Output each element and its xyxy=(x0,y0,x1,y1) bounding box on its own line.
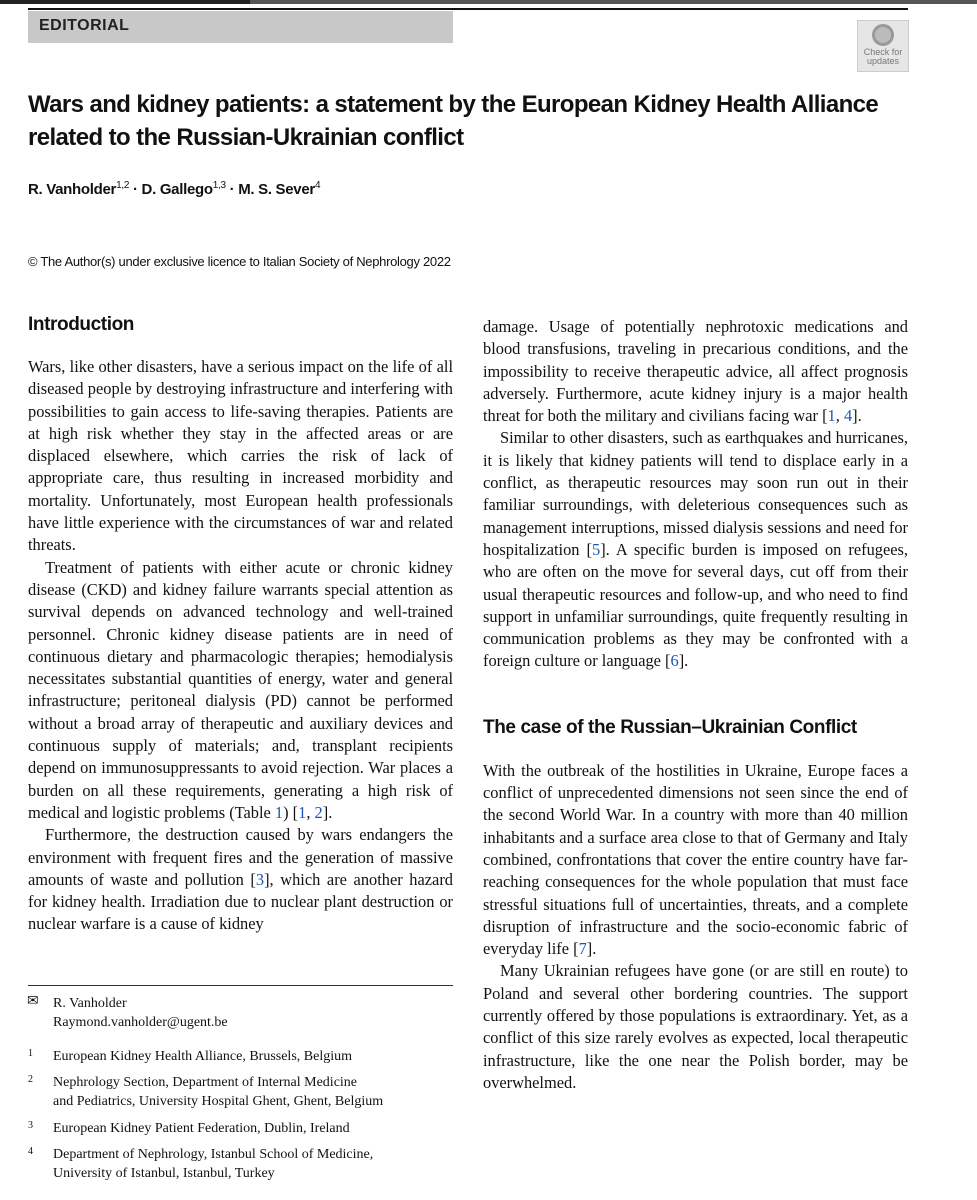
author-affiliation-ref: 4 xyxy=(314,180,321,191)
paragraph-text: ]. xyxy=(586,939,597,959)
citation-link[interactable]: 1 xyxy=(274,802,284,822)
check-line-1: Check for xyxy=(863,47,903,57)
affiliation-number: 4 xyxy=(28,1146,33,1157)
check-line-2: updates xyxy=(866,56,900,66)
paragraph-text: Treatment of patients with either acute or chronic kidney disease (CKD) and kidney failure warrants special attention as survival depends on advanced technology and well-trained personnel. Chronic kidney disease patients are in need of continuous dietary and pharmacologic therapies; hemodialysis necessitates substantial quantities of energy, water and general infrastructure; peritoneal dialysis (PD) cannot be performed without a broad array of therapeutic and auxiliary devices and continuous supply of materials; and, transplant recipients depend on immunosuppressants to avoid rejection. War places a burden on all these requirements, generating a high risk of medical and logistic problems (Table xyxy=(28,557,453,822)
introduction-body xyxy=(28,356,453,936)
contact-email[interactable]: Raymond.vanholder@ugent.be xyxy=(53,1015,228,1030)
citation-link[interactable]: 1 xyxy=(827,406,836,426)
paragraph-text: ]. xyxy=(678,651,689,671)
affiliation-number: 3 xyxy=(28,1120,33,1131)
section-tag xyxy=(28,11,453,43)
affiliation-number: 1 xyxy=(28,1048,33,1059)
paragraph-text: , xyxy=(306,802,315,822)
section-heading-case: The case of the Russian–Ukrainian Conflict xyxy=(483,716,857,738)
author-list xyxy=(28,180,320,198)
citation-link[interactable]: 7 xyxy=(578,939,587,959)
section-heading-introduction: Introduction xyxy=(28,314,135,335)
citation-link[interactable]: 2 xyxy=(314,802,323,822)
citation-link[interactable]: 5 xyxy=(592,539,601,559)
citation-link[interactable]: 4 xyxy=(843,406,853,426)
paragraph xyxy=(483,760,908,961)
header-rule xyxy=(28,8,908,10)
author-separator: · xyxy=(225,181,239,198)
left-column xyxy=(28,314,453,936)
paragraph xyxy=(28,557,453,825)
paragraph-text: Similar to other disasters, such as earthquakes and hurricanes, it is likely that kidney patients will tend to displace early in a conflict, as therapeutic resources may soon run out in their familiar surroundings, with deleterious consequences such as management interruptions, missed dialysis sessions and need for hospitalization [ xyxy=(483,428,908,559)
paragraph-text: ], which are another hazard for kidney health. Irradiation due to nuclear plant destruction or nuclear warfare is a cause of kidney xyxy=(28,869,453,934)
author-name[interactable]: M. S. Sever xyxy=(238,181,315,198)
paragraph xyxy=(483,960,908,1094)
paragraph xyxy=(483,316,908,427)
case-body xyxy=(483,760,908,1094)
paragraph-text: , xyxy=(835,406,844,426)
paragraph xyxy=(483,427,908,672)
author-name[interactable]: R. Vanholder xyxy=(28,181,117,198)
body-continued xyxy=(483,316,908,673)
footnote-rule xyxy=(28,985,453,986)
right-column xyxy=(483,316,908,1094)
top-bar xyxy=(0,0,977,4)
paragraph-text: With the outbreak of the hostilities in Ukraine, Europe faces a conflict of unprecedented dimensions not seen since the end of the second World War. In a country with more than 40 million inhabitants and a surface area close to that of Germany and Italy combined, confrontations that cover the entire country have far-reaching consequences for the whole population that must face stressful situations full of uncertainties, threats, and a complete disruption of infrastructure and the socio-economic fabric of everyday life [ xyxy=(483,760,908,959)
paragraph-text: Furthermore, the destruction caused by wars endangers the environment with frequent fires and the generation of massive amounts of waste and pollution [ xyxy=(28,825,453,889)
citation-link[interactable]: 1 xyxy=(298,802,307,822)
paragraph-text: ]. xyxy=(852,406,862,426)
paragraph-text: Many Ukrainian refugees have gone (or are still en route) to Poland and several other bordering countries. The support currently offered by those populations is extraordinary. Yet, as a conflict of this size rarely evolves as expected, local therapeutic infrastructure, like the one near the Polish border, may be overwhelmed. xyxy=(483,961,908,1092)
bookmark-icon xyxy=(872,24,894,46)
affiliation-text: European Kidney Patient Federation, Dublin, Ireland xyxy=(53,1121,350,1136)
section-tag-label: EDITORIAL xyxy=(39,17,130,34)
paragraph-text: ) [ xyxy=(283,802,299,822)
affiliation-text: Department of Nephrology, Istanbul School of Medicine, xyxy=(53,1147,374,1162)
envelope-icon: ✉ xyxy=(27,993,39,1009)
contact-name: R. Vanholder xyxy=(53,996,127,1011)
copyright: © The Author(s) under exclusive licence to Italian Society of Nephrology 2022 xyxy=(28,254,451,269)
paragraph-text: ]. xyxy=(322,802,333,822)
author-affiliation-ref: 1,3 xyxy=(212,180,226,191)
citation-link[interactable]: 3 xyxy=(255,869,265,889)
paragraph xyxy=(28,356,453,557)
check-for-updates-badge[interactable] xyxy=(857,20,909,72)
affiliation-number: 2 xyxy=(28,1074,33,1085)
affiliation-text: and Pediatrics, University Hospital Ghent, Ghent, Belgium xyxy=(53,1094,384,1109)
affiliation-text: Nephrology Section, Department of Internal Medicine xyxy=(53,1075,358,1090)
author-affiliation-ref: 1,2 xyxy=(116,180,130,191)
author-separator: · xyxy=(129,181,142,198)
citation-link[interactable]: 6 xyxy=(670,651,679,671)
article-title: Wars and kidney patients: a statement by the European Kidney Health Alliance related to the Russian-Ukrainian conflict xyxy=(28,91,879,151)
paragraph xyxy=(28,824,453,935)
affiliation-text: European Kidney Health Alliance, Brussels, Belgium xyxy=(53,1049,352,1064)
paragraph-text: Wars, like other disasters, have a serious impact on the life of all diseased people by destroying infrastructure and interfering with possibilities to gain access to life-saving therapies. Patients are at high risk whether they stay in the affected areas or are displaced elsewhere, which carries the risk of lack of appropriate care, thus resulting in increased morbidity and mortality. Unfortunately, most European health professionals have little experience with the circumstances of war and related threats. xyxy=(28,357,453,555)
paragraph-text: damage. Usage of potentially nephrotoxic medications and blood transfusions, traveling in precarious conditions, and the impossibility to receive therapeutic advice, all affect prognosis adversely. Furthermore, acute kidney injury is a major health threat for both the military and civilians facing war [ xyxy=(483,317,908,426)
affiliation-text: University of Istanbul, Istanbul, Turkey xyxy=(53,1166,275,1181)
paragraph-text: ]. A specific burden is imposed on refugees, who are often on the move for several days, cut off from their usual therapeutic resources and follow-up, and who need to find support in unfamiliar surroundings, quite frequently resulting in communication problems as they may be confronted with a foreign culture or language [ xyxy=(483,539,908,671)
author-name[interactable]: D. Gallego xyxy=(141,181,213,198)
